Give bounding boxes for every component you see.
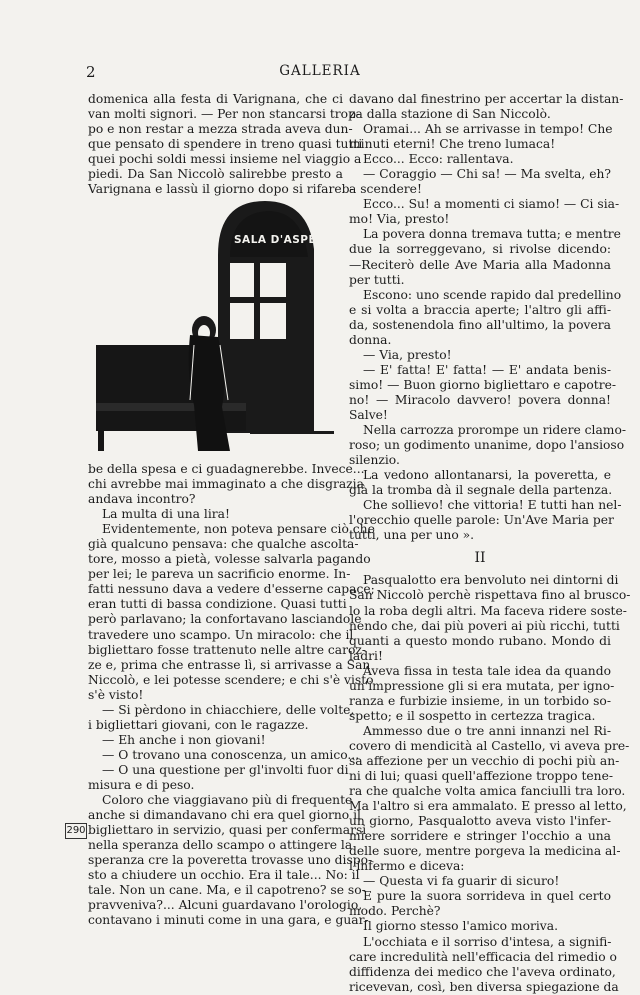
text-line: ladri! — [349, 648, 383, 663]
text-line: —Reciterò delle Ave Maria alla Madonna — [349, 257, 611, 272]
text-line: eran tutti di bassa condizione. Quasi tutti — [88, 597, 347, 612]
text-line: tutti, una per uno ». — [349, 528, 475, 543]
text-line: ni di lui; quasi quell'affezione troppo tene- — [349, 769, 614, 784]
text-line: donna. — [349, 332, 392, 347]
text-line: be della spesa e ci guadagnerebbe. Invece... — [88, 462, 365, 476]
text-line: i bigliettari giovani, con le ragazze. — [88, 717, 309, 732]
text-line: Varignana e lassù il giorno dopo si rifareb- — [88, 182, 354, 197]
text-line: a scendere! — [349, 182, 422, 197]
text-line: — E' fatta! E' fatta! — E' andata benis- — [363, 362, 611, 377]
left-column-top — [88, 92, 363, 197]
text-line: per tutti. — [349, 272, 405, 287]
text-line: due la sorreggevano, si rivolse dicendo: — [349, 242, 611, 257]
text-line: Oramai... Ah se arrivasse in tempo! Che — [363, 122, 613, 137]
text-line: ra che qualche volta amica fanciulli tra loro. — [349, 784, 626, 799]
text-line: — Eh anche i non giovani! — [102, 732, 266, 747]
text-line: La vedono allontanarsi, la poveretta, e — [363, 468, 611, 483]
text-line: simo! — Buon giorno bigliettaro e capotre- — [349, 377, 617, 392]
text-line: nendo che, dai più poveri ai più ricchi, tutti — [349, 618, 620, 633]
text-line: contavano i minuti come in una gara, e guar- — [88, 913, 369, 928]
text-line: — O trovano una conoscenza, un amico... — [102, 747, 360, 762]
text-line: Ammesso due o tre anni innanzi nel Ri- — [363, 723, 611, 738]
text-line: van molti signori. — Per non stancarsi trop- — [88, 107, 361, 122]
text-line: covero di mendicità al Castello, vi aveva pre- — [349, 738, 630, 753]
text-line: per lei; le pareva un sacrificio enorme. In- — [88, 567, 351, 582]
text-line: diffidenza dei medico che l'aveva ordinato, — [349, 964, 616, 979]
text-line: pravveniva?... Alcuni guardavano l'orologio, — [88, 898, 363, 913]
text-line: — Via, presto! — [363, 347, 452, 362]
text-line: Evidentemente, non poteva pensare ciò che — [102, 522, 375, 537]
text-line: lo la roba degli altri. Ma faceva ridere soste- — [349, 603, 627, 618]
text-line: andava incontro? — [88, 492, 196, 507]
text-line: già qualcuno pensava: che qualche ascolta- — [88, 537, 359, 552]
text-line: miere sorridere e stringer l'occhio a una — [349, 829, 611, 844]
text-line: — O una questione per gl'involti fuor di — [102, 762, 349, 777]
text-line: nella speranza dello scampo o attingere la — [88, 838, 353, 853]
text-line: bigliettaro fosse trattenuto nelle altre caroz- — [88, 642, 367, 657]
text-line: Che sollievo! che vittoria! E tutti han nel- — [363, 498, 622, 513]
text-line: Ma l'altro si era ammalato. E presso al letto, — [349, 799, 627, 814]
text-line: za dalla stazione di San Niccolò. — [349, 107, 551, 122]
text-line: E pure la suora sorrideva in quel certo — [363, 889, 611, 904]
text-line: speranza cre la poveretta trovasse uno dispo- — [88, 853, 373, 868]
text-line: spetto; e il sospetto in certezza tragica. — [349, 708, 596, 723]
illustration-waiting-room — [90, 195, 345, 453]
text-line: La multa di una lira! — [102, 507, 230, 522]
text-line: quei pochi soldi messi insieme nel viaggio a — [88, 152, 362, 167]
text-line: un giorno, Pasqualotto aveva visto l'infer- — [349, 814, 611, 829]
text-line: l'orecchio quelle parole: Un'Ave Maria per — [349, 513, 614, 528]
text-line: no! — Miracolo davvero! povera donna! — [349, 392, 611, 407]
text-line: ranza e furbizie insieme, in un torbido so- — [349, 693, 611, 708]
woodcut-illustration-icon — [90, 195, 345, 453]
text-line: Niccolò, e lei potesse scendere; e chi s'è visto — [88, 672, 374, 687]
text-line: minuti eterni! Che treno lumaca! — [349, 137, 556, 152]
text-line: San Niccolò perchè rispettava fino al brusco- — [349, 588, 631, 603]
right-column — [349, 92, 631, 995]
text-line: — Coraggio — Chi sa! — Ma svelta, eh? — [363, 167, 611, 182]
text-line: domenica alla festa di Varignana, che ci — [88, 92, 343, 106]
text-line: ze e, prima che entrasse lì, si arrivasse a San — [88, 657, 371, 672]
text-line: La povera donna tremava tutta; e mentre — [363, 227, 621, 242]
sign-text: SALA D'ASPETTO — [234, 234, 342, 246]
text-line: que pensato di spendere in treno quasi tutti — [88, 137, 363, 152]
text-line: silenzio. — [349, 453, 400, 468]
text-line: Salve! — [349, 407, 388, 422]
text-line: Ecco... Ecco: rallentava. — [363, 152, 514, 167]
text-line: Nella carrozza prorompe un ridere clamo- — [363, 423, 627, 438]
text-line: sto a chiudere un occhio. Era il tale... No: il — [88, 868, 360, 883]
text-line: modo. Perchè? — [349, 904, 441, 919]
text-line: già la tromba dà il segnale della partenza. — [349, 483, 613, 498]
text-line: L'occhiata e il sorriso d'intesa, a signifi- — [363, 934, 612, 949]
text-line: fatti nessuno dava a vedere d'esserne capace; — [88, 582, 375, 597]
text-line: chi avrebbe mai immaginato a che disgrazia — [88, 477, 364, 492]
text-line: davano dal finestrino per accertar la distan- — [349, 92, 624, 106]
text-line: — Questa vi fa guarir di sicuro! — [363, 874, 560, 889]
text-line: e si volta a braccia aperte; l'altro gli affi- — [349, 302, 611, 317]
text-line: misura e di peso. — [88, 777, 195, 792]
right-column-part-one — [349, 92, 627, 543]
text-line: tore, mosso a pietà, volesse salvarla pagando — [88, 552, 371, 567]
text-line: un'impressione gli si era mutata, per igno- — [349, 678, 615, 693]
text-line: po e non restar a mezza strada aveva dun- — [88, 122, 353, 137]
text-line: tale. Non un cane. Ma, e il capotreno? se so- — [88, 883, 366, 898]
text-line: quanti a questo mondo rubano. Mondo di — [349, 633, 611, 648]
text-line: care incredulità nell'efficacia del rimedio o — [349, 949, 617, 964]
text-line: da, sostenendola fino all'ultimo, la povera — [349, 317, 611, 332]
text-line: piedi. Da San Niccolò salirebbe presto a — [88, 167, 343, 182]
text-line: sa affezione per un vecchio di pochi più an- — [349, 753, 620, 768]
text-line: travedere uno scampo. Un miracolo: che il — [88, 627, 354, 642]
text-line: Escono: uno scende rapido dal predellino — [363, 287, 622, 302]
text-line: ricevevan, così, ben diversa spiegazione da — [349, 979, 619, 994]
text-line: roso; un godimento unanime, dopo l'ansioso — [349, 438, 625, 453]
section-heading: II — [474, 550, 486, 567]
text-line: mo! Via, presto! — [349, 212, 450, 227]
text-line: Il giorno stesso l'amico moriva. — [363, 919, 558, 934]
text-line: Ecco... Su! a momenti ci siamo! — Ci sia- — [363, 197, 620, 212]
folio-stamp: 290 — [65, 823, 87, 839]
text-line: delle suore, mentre porgeva la medicina al- — [349, 844, 621, 859]
page-number: 2 — [86, 63, 96, 81]
text-line: Coloro che viaggiavano più di frequente — [102, 793, 353, 808]
text-line: l'infermo e diceva: — [349, 859, 465, 874]
running-title: GALLERIA — [279, 63, 361, 79]
text-line: però parlavano; la confortavano lasciandole — [88, 612, 362, 627]
text-line: Aveva fissa in testa tale idea da quando — [363, 663, 611, 678]
text-line: — Si pèrdono in chiacchiere, delle volte, — [102, 702, 355, 717]
text-line: s'è visto! — [88, 687, 144, 702]
text-line: bigliettaro in servizio, quasi per confermarsi — [88, 823, 367, 838]
text-line: Pasqualotto era benvoluto nei dintorni di — [363, 573, 619, 588]
text-line: anche si dimandavano chi era quel giorno il — [88, 808, 361, 823]
